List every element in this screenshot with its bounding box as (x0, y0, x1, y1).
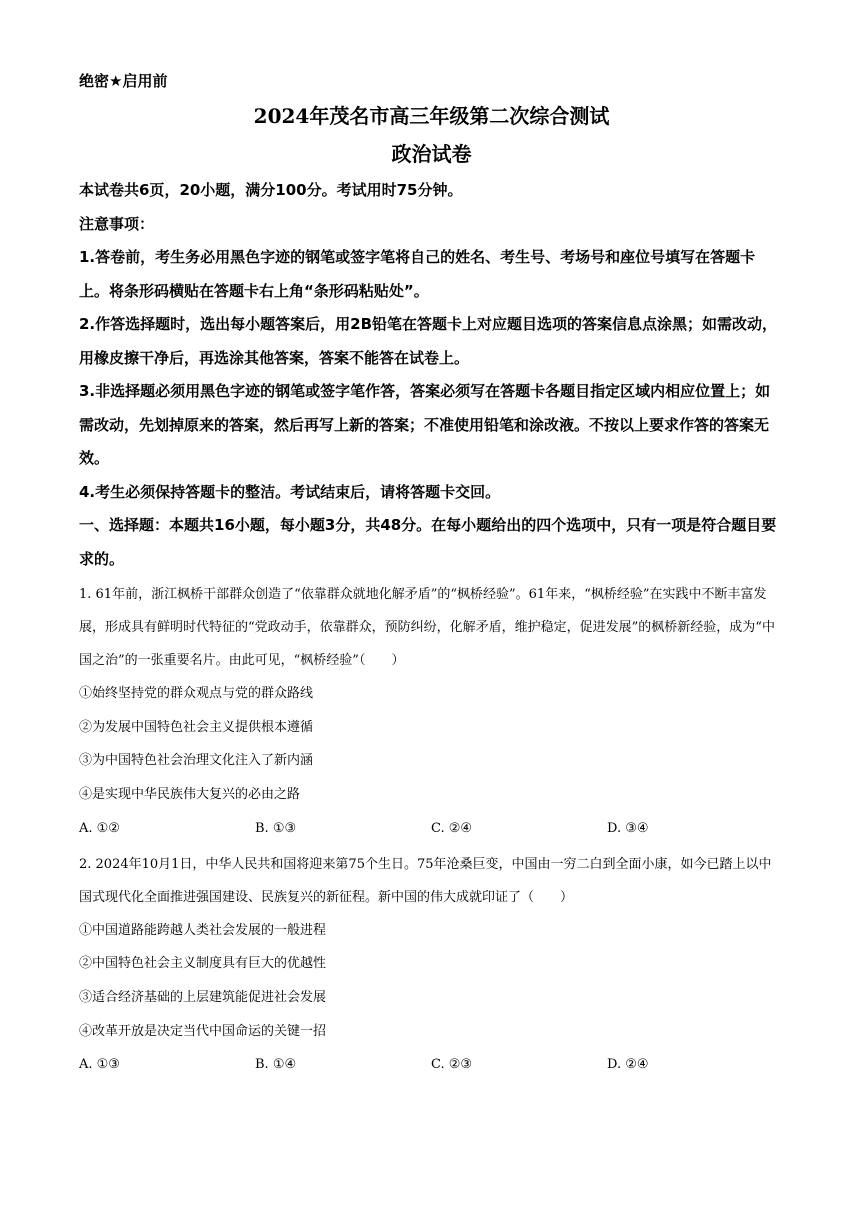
section-heading: 一、选择题：本题共16小题，每小题3分，共48分。在每小题给出的四个选项中，只有一项是符合题目要求的。 (79, 516, 777, 568)
answer-choices (79, 812, 784, 846)
choice-a: A. ①② (79, 820, 120, 836)
question-option: ③为中国特色社会治理文化注入了新内涵 (79, 753, 314, 769)
choice-d: D. ②④ (607, 1057, 649, 1073)
notice-item: 4.考生必须保持答题卡的整洁。考试结束后，请将答题卡交回。 (79, 482, 501, 501)
question-stem: 2. 2024年10月1日，中华人民共和国将迎来第75个生日。75年沧桑巨变，中国由一穷二白到全面小康，如今已踏上以中国式现代化全面推进强国建设、民族复兴的新征程。新中国的伟大成就印证了（ ） (79, 856, 772, 905)
exam-subtitle: 政治试卷 (391, 142, 472, 166)
choice-a: A. ①③ (79, 1057, 120, 1073)
choice-b: B. ①④ (255, 1057, 297, 1073)
notice-item: 1.答卷前，考生务必用黑色字迹的钢笔或签字笔将自己的姓名、考生号、考场号和座位号填写在答题卡上。将条形码横贴在答题卡右上角“条形码粘贴处”。 (79, 248, 756, 300)
question-option: ①始终坚持党的群众观点与党的群众路线 (79, 686, 314, 701)
question-option: ②中国特色社会主义制度具有巨大的优越性 (79, 956, 327, 972)
question-option: ④是实现中华民族伟大复兴的必由之路 (79, 787, 301, 803)
answer-choices (79, 1048, 784, 1082)
notice-item: 2.作答选择题时，选出每小题答案后，用2B铅笔在答题卡上对应题目选项的答案信息点涂黑；如需改动，用橡皮擦干净后，再选涂其他答案，答案不能答在试卷上。 (79, 315, 778, 367)
question-option: ④改革开放是决定当代中国命运的关键一招 (79, 1023, 327, 1039)
notice-item: 3.非选择题必须用黑色字迹的钢笔或签字笔作答，答案必须写在答题卡各题目指定区域内相应位置上；如需改动，先划掉原来的答案，然后再写上新的答案；不准使用铅笔和涂改液。不按以上要求作答的答案无效。 (79, 382, 771, 467)
secret-mark: 绝密★启用前 (79, 72, 168, 90)
question-option: ①中国道路能跨越人类社会发展的一般进程 (79, 922, 327, 938)
exam-intro: 本试卷共6页，20小题，满分100分。考试用时75分钟。 (79, 181, 463, 199)
question-option: ③适合经济基础的上层建筑能促进社会发展 (79, 989, 327, 1005)
notice-heading: 注意事项： (79, 214, 155, 233)
question-option: ②为发展中国特色社会主义提供根本遵循 (79, 719, 314, 735)
exam-page (79, 66, 784, 1082)
choice-c: C. ②③ (431, 1057, 473, 1073)
question-stem: 1. 61年前，浙江枫桥干部群众创造了“依靠群众就地化解矛盾”的“枫桥经验”。61年来，“枫桥经验”在实践中不断丰富发展，形成具有鲜明时代特征的“党政动手，依靠群众，预防纠纷，化解矛盾，维护稳定，促进发展”的枫桥新经验，成为“中国之治”的一张重要名片。由此可见，“枫桥经验”（ ） (79, 587, 775, 668)
choice-c: C. ②④ (431, 820, 473, 836)
choice-d: D. ③④ (607, 820, 649, 836)
choice-b: B. ①③ (255, 820, 297, 836)
exam-title: 2024年茂名市高三年级第二次综合测试 (253, 104, 610, 128)
